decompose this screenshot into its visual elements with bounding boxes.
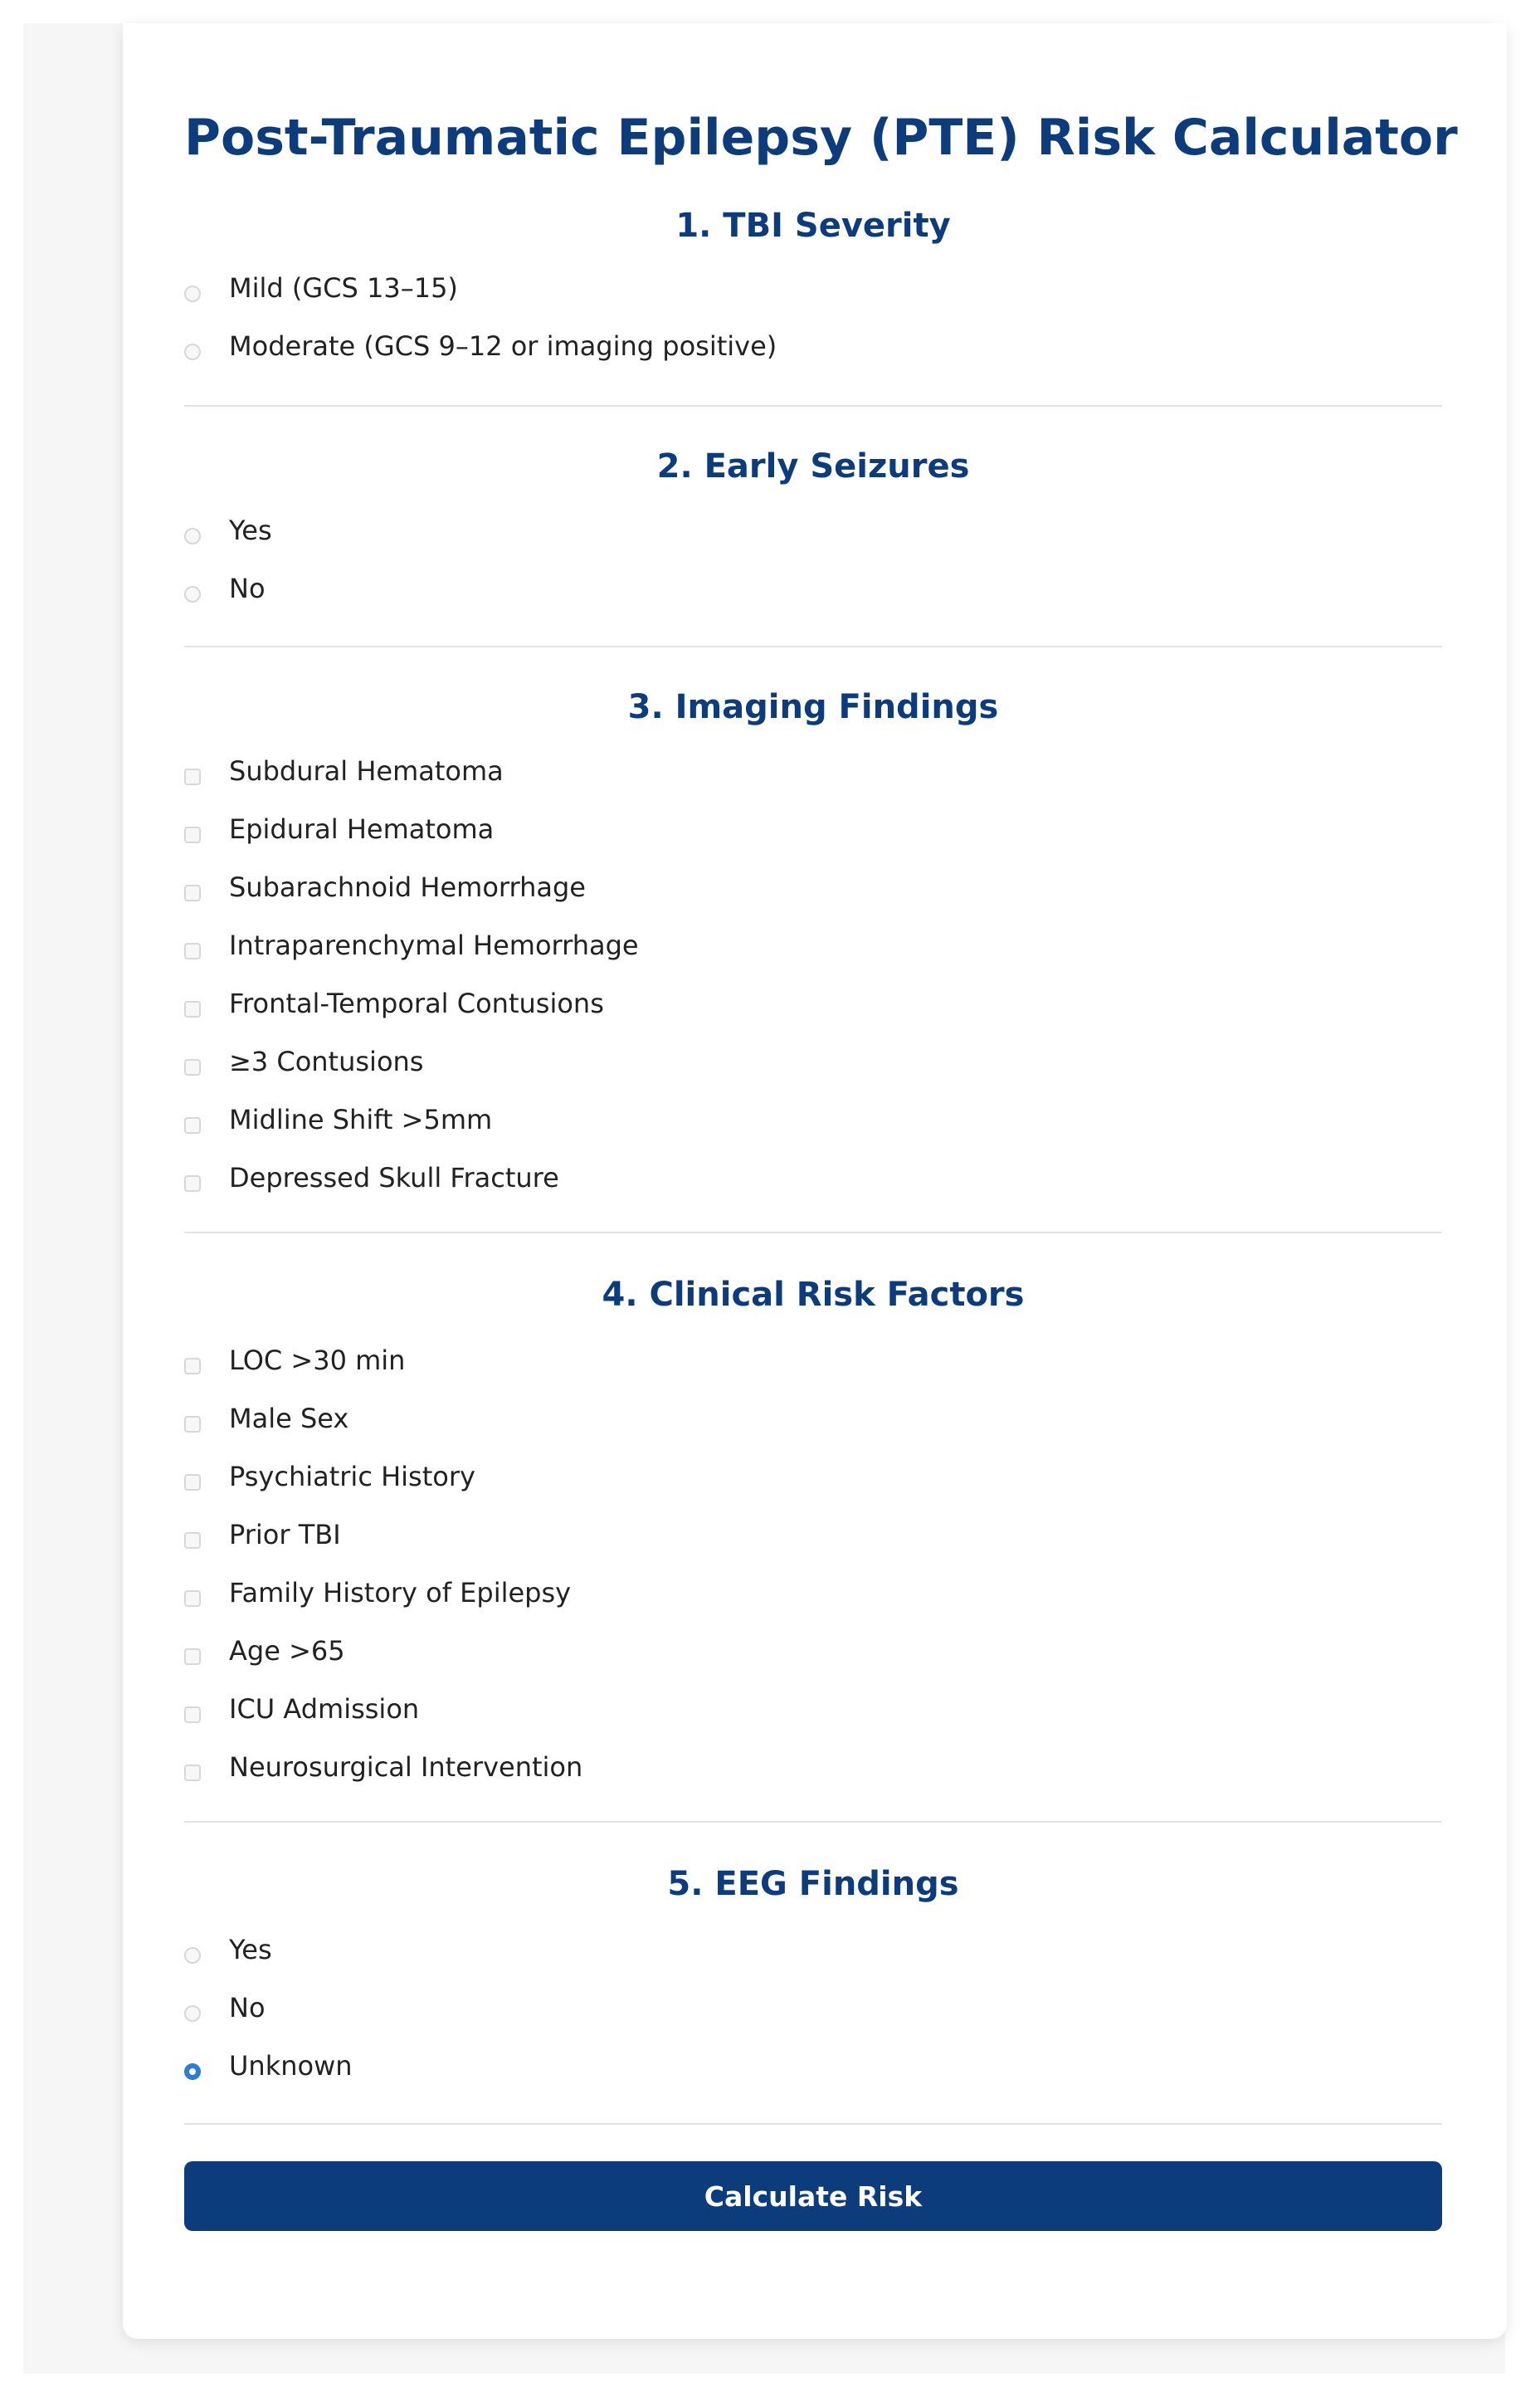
section-divider [184, 1232, 1442, 1233]
option-label: Mild (GCS 13–15) [229, 272, 458, 304]
option-subdural-hematoma[interactable] [184, 750, 504, 792]
section-title: 4. Clinical Risk Factors [602, 1276, 1025, 1314]
option-label: Family History of Epilepsy [229, 1577, 572, 1608]
checkbox[interactable] [184, 1474, 201, 1491]
section-title: 5. EEG Findings [667, 1865, 959, 1903]
option-yes[interactable] [184, 510, 272, 551]
option-age[interactable] [184, 1630, 345, 1672]
checkbox[interactable] [184, 1416, 201, 1433]
option-no[interactable] [184, 568, 266, 609]
option-subarachnoid-hemorrhage[interactable] [184, 866, 586, 908]
option-label: LOC >30 min [229, 1345, 406, 1376]
checkbox[interactable] [184, 769, 201, 785]
checkbox[interactable] [184, 1532, 201, 1549]
option-label: Yes [229, 1934, 272, 1965]
checkbox[interactable] [184, 1590, 201, 1607]
option-label: Subdural Hematoma [229, 755, 504, 787]
option-frontal-temporal-contusions[interactable] [184, 983, 604, 1024]
option-label: Neurosurgical Intervention [229, 1751, 583, 1783]
option-label: Depressed Skull Fracture [229, 1162, 559, 1194]
section-title: 2. Early Seizures [656, 447, 970, 486]
option-epidural-hematoma[interactable] [184, 808, 494, 850]
option-label: ICU Admission [229, 1693, 420, 1725]
checkbox[interactable] [184, 1765, 201, 1781]
option-intraparenchymal-hemorrhage[interactable] [184, 925, 639, 966]
section-divider [184, 405, 1442, 407]
radio-button[interactable] [184, 2005, 201, 2022]
option-label: No [229, 1992, 266, 2023]
calculator-card [123, 23, 1507, 2339]
calculate-risk-button[interactable]: Calculate Risk [184, 2161, 1442, 2231]
option-label: Age >65 [229, 1635, 345, 1667]
option-three-plus-contusions[interactable] [184, 1041, 423, 1082]
page-title: Post-Traumatic Epilepsy (PTE) Risk Calculator [184, 109, 1458, 167]
radio-button[interactable] [184, 286, 201, 302]
checkbox[interactable] [184, 1706, 201, 1723]
section-divider [184, 646, 1442, 647]
radio-button[interactable] [184, 1947, 201, 1964]
option-mild[interactable] [184, 267, 458, 309]
option-label: Prior TBI [229, 1519, 341, 1550]
option-psychiatric-history[interactable] [184, 1456, 475, 1497]
checkbox[interactable] [184, 1175, 201, 1192]
option-label: Frontal-Temporal Contusions [229, 988, 604, 1019]
option-family-history[interactable] [184, 1572, 571, 1613]
option-yes[interactable] [184, 1929, 272, 1970]
checkbox[interactable] [184, 1117, 201, 1134]
section-divider [184, 2123, 1442, 2125]
option-label: Psychiatric History [229, 1461, 475, 1492]
checkbox[interactable] [184, 943, 201, 959]
option-no[interactable] [184, 1987, 266, 2028]
option-label: Subarachnoid Hemorrhage [229, 871, 586, 903]
option-label: Epidural Hematoma [229, 813, 495, 845]
option-loc[interactable] [184, 1340, 405, 1381]
radio-button-selected[interactable] [184, 2063, 201, 2080]
option-icu-admission[interactable] [184, 1688, 419, 1730]
checkbox[interactable] [184, 1059, 201, 1076]
radio-button[interactable] [184, 586, 201, 603]
checkbox[interactable] [184, 1358, 201, 1374]
checkbox[interactable] [184, 1648, 201, 1665]
checkbox[interactable] [184, 1001, 201, 1018]
option-prior-tbi[interactable] [184, 1514, 341, 1555]
option-label: Unknown [229, 2050, 353, 2082]
section-title: 3. Imaging Findings [627, 688, 999, 726]
option-label: Yes [229, 515, 272, 546]
checkbox[interactable] [184, 885, 201, 901]
section-title: 1. TBI Severity [675, 207, 951, 245]
option-moderate[interactable] [184, 325, 777, 367]
option-label: Midline Shift >5mm [229, 1104, 493, 1135]
option-label: Male Sex [229, 1403, 349, 1434]
option-label: Moderate (GCS 9–12 or imaging positive) [229, 330, 777, 362]
option-unknown[interactable] [184, 2045, 353, 2087]
option-neurosurgical-intervention[interactable] [184, 1746, 582, 1788]
option-male-sex[interactable] [184, 1398, 348, 1439]
radio-button[interactable] [184, 528, 201, 544]
page-background [23, 23, 1505, 2374]
option-midline-shift[interactable] [184, 1099, 492, 1140]
option-label: No [229, 573, 266, 604]
option-label: ≥3 Contusions [229, 1046, 424, 1077]
option-depressed-skull-fracture[interactable] [184, 1157, 559, 1198]
section-divider [184, 1821, 1442, 1823]
checkbox[interactable] [184, 827, 201, 843]
option-label: Intraparenchymal Hemorrhage [229, 930, 639, 961]
radio-button[interactable] [184, 344, 201, 360]
